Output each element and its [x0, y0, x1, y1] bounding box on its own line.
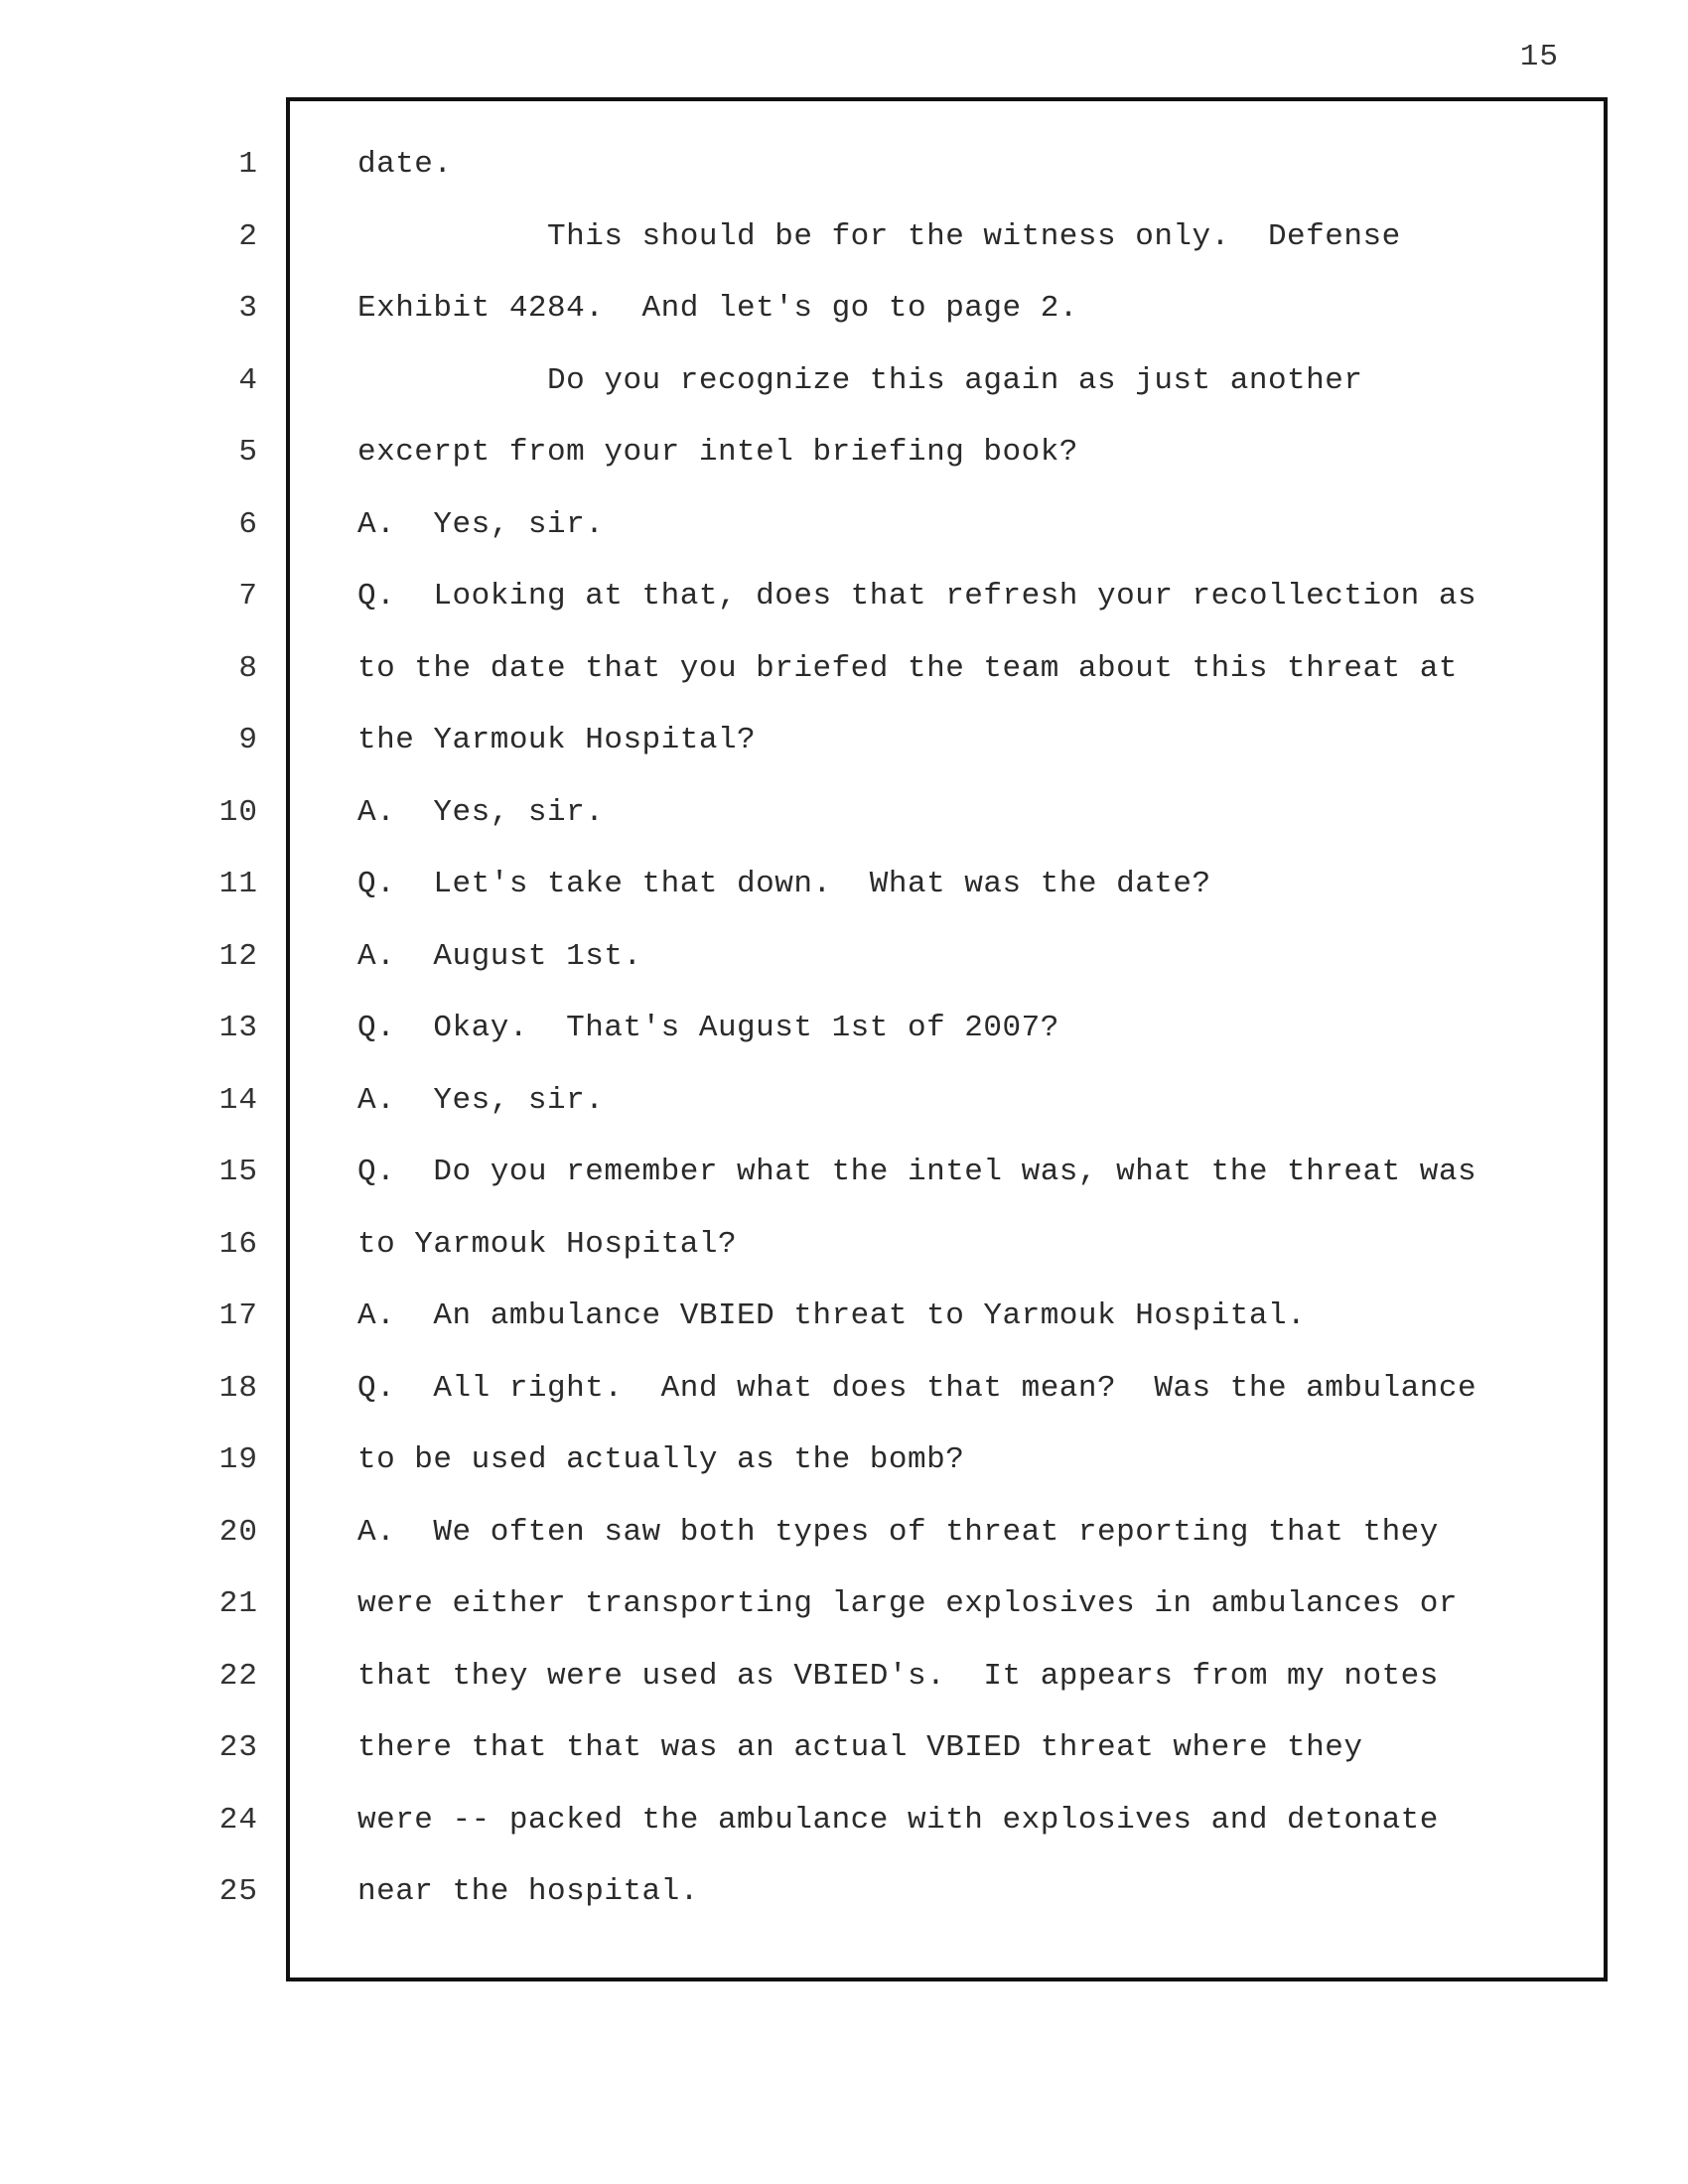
line-number: 18 [218, 1371, 258, 1406]
line-number: 1 [238, 147, 258, 182]
line-number: 21 [218, 1586, 258, 1621]
transcript-line [0, 1874, 1688, 1947]
transcript-line [0, 1730, 1688, 1803]
line-text: near the hospital. [357, 1874, 699, 1909]
transcript-line [0, 1442, 1688, 1515]
transcript-line [0, 1659, 1688, 1731]
line-number: 4 [238, 363, 258, 398]
transcript-line [0, 1298, 1688, 1371]
transcript-line [0, 147, 1688, 219]
line-number: 2 [238, 219, 258, 254]
line-number: 9 [238, 723, 258, 757]
line-number: 17 [218, 1298, 258, 1333]
line-text: This should be for the witness only. Defense [357, 219, 1401, 254]
line-number: 6 [238, 507, 258, 542]
transcript-line [0, 1803, 1688, 1875]
line-number: 3 [238, 291, 258, 326]
line-number: 11 [218, 867, 258, 901]
line-text: A. August 1st. [357, 939, 642, 974]
line-text: A. Yes, sir. [357, 1083, 605, 1118]
line-number: 13 [218, 1011, 258, 1045]
page-number: 15 [1519, 40, 1559, 74]
line-number: 8 [238, 651, 258, 686]
line-number: 15 [218, 1155, 258, 1189]
line-text: to Yarmouk Hospital? [357, 1227, 738, 1262]
line-number: 10 [218, 795, 258, 830]
line-text: that they were used as VBIED's. It appears from my notes [357, 1659, 1439, 1694]
line-number: 16 [218, 1227, 258, 1262]
transcript-line [0, 507, 1688, 580]
line-text: A. An ambulance VBIED threat to Yarmouk Hospital. [357, 1298, 1307, 1333]
line-text: Exhibit 4284. And let's go to page 2. [357, 291, 1078, 326]
line-text: Q. Let's take that down. What was the date? [357, 867, 1211, 901]
line-text: to be used actually as the bomb? [357, 1442, 965, 1477]
line-number: 14 [218, 1083, 258, 1118]
line-number: 20 [218, 1515, 258, 1550]
line-text: excerpt from your intel briefing book? [357, 435, 1078, 470]
line-text: A. Yes, sir. [357, 507, 605, 542]
transcript-line [0, 291, 1688, 363]
transcript-line [0, 1011, 1688, 1083]
transcript-line [0, 1155, 1688, 1227]
transcript-line [0, 723, 1688, 795]
line-number: 22 [218, 1659, 258, 1694]
line-text: Q. All right. And what does that mean? Was the ambulance [357, 1371, 1477, 1406]
transcript-line [0, 867, 1688, 939]
line-text: date. [357, 147, 453, 182]
transcript-line [0, 363, 1688, 436]
line-text: A. Yes, sir. [357, 795, 605, 830]
line-text: Q. Do you remember what the intel was, what the threat was [357, 1155, 1477, 1189]
transcript-line [0, 795, 1688, 868]
line-text: A. We often saw both types of threat reporting that they [357, 1515, 1439, 1550]
line-number: 7 [238, 579, 258, 614]
line-number: 23 [218, 1730, 258, 1765]
line-text: Q. Looking at that, does that refresh your recollection as [357, 579, 1477, 614]
transcript-line [0, 1083, 1688, 1156]
line-text: there that that was an actual VBIED threat where they [357, 1730, 1363, 1765]
line-number: 24 [218, 1803, 258, 1838]
line-number: 25 [218, 1874, 258, 1909]
line-text: to the date that you briefed the team about this threat at [357, 651, 1458, 686]
transcript-line [0, 1586, 1688, 1659]
line-text: were either transporting large explosives in ambulances or [357, 1586, 1458, 1621]
transcript-line [0, 1371, 1688, 1443]
line-text: the Yarmouk Hospital? [357, 723, 757, 757]
line-text: Q. Okay. That's August 1st of 2007? [357, 1011, 1059, 1045]
line-text: Do you recognize this again as just another [357, 363, 1363, 398]
transcript-line [0, 1515, 1688, 1587]
line-number: 5 [238, 435, 258, 470]
transcript-line [0, 1227, 1688, 1299]
line-text: were -- packed the ambulance with explosives and detonate [357, 1803, 1439, 1838]
transcript-line [0, 435, 1688, 507]
transcript-line [0, 651, 1688, 724]
line-number: 12 [218, 939, 258, 974]
transcript-line [0, 939, 1688, 1012]
line-number: 19 [218, 1442, 258, 1477]
transcript-line [0, 579, 1688, 651]
transcript-line [0, 219, 1688, 292]
